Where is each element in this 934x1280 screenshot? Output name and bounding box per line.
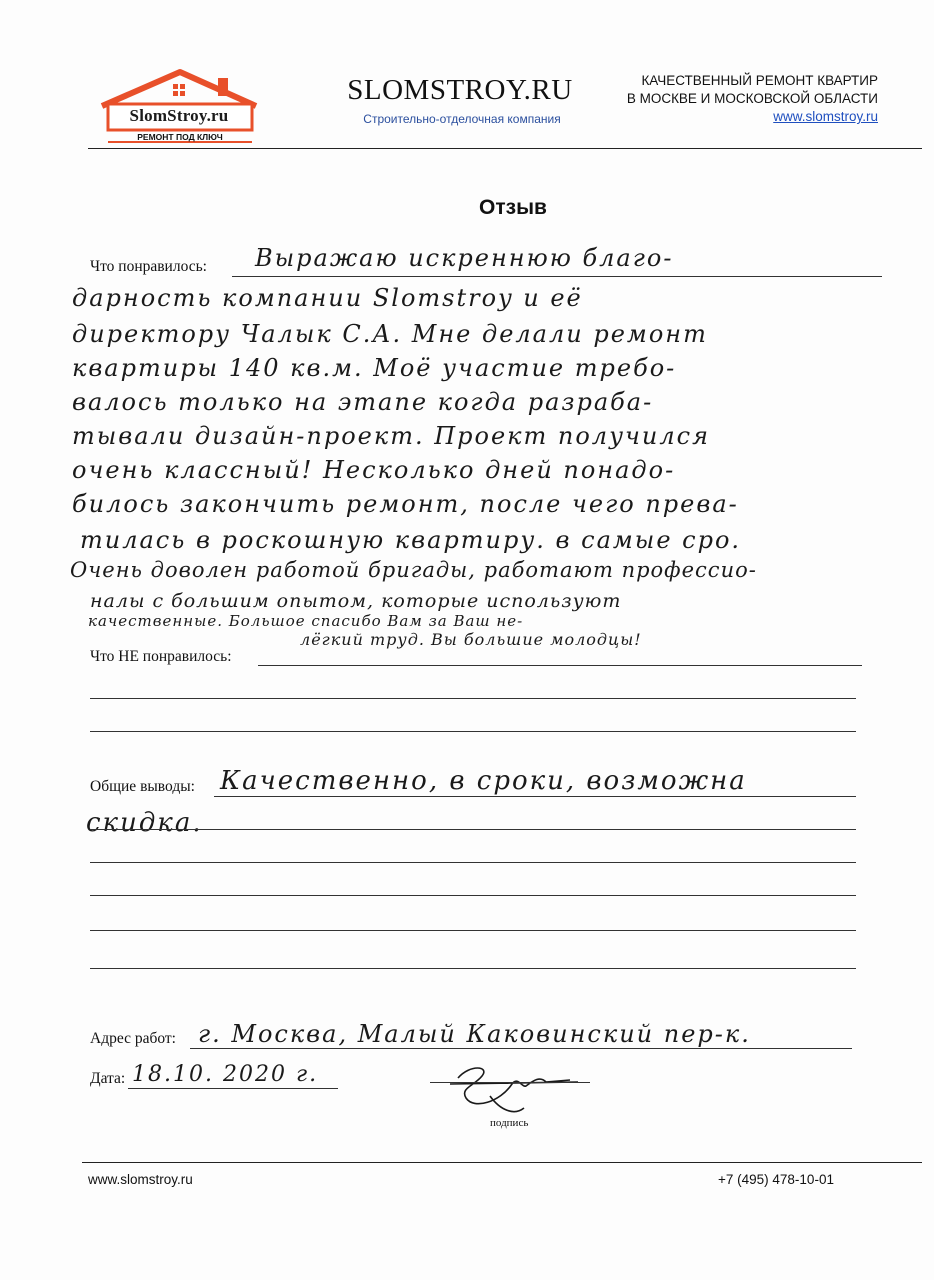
header-divider	[88, 148, 922, 149]
conclusions-text-line: Качественно, в сроки, возможна	[220, 766, 747, 796]
address-line	[190, 1048, 852, 1049]
footer-divider	[82, 1162, 922, 1163]
liked-text-line: Очень доволен работой бригады, работают профессио-	[70, 558, 757, 582]
logo-tagline: РЕМОНТ ПОД КЛЮЧ	[137, 132, 223, 142]
conclusions-label: Общие выводы:	[90, 778, 195, 795]
footer-website-link[interactable]: www.slomstroy.ru	[88, 1172, 193, 1187]
disliked-line	[258, 665, 862, 666]
header-website-link[interactable]: www.slomstroy.ru	[773, 109, 878, 124]
header-info	[600, 72, 878, 126]
liked-text-line: лёгкий труд. Вы большие молодцы!	[300, 630, 642, 649]
liked-text-line: очень классный! Несколько дней понадо-	[72, 456, 676, 484]
liked-text-line: качественные. Большое спасибо Вам за Ваш не-	[88, 612, 524, 630]
liked-text-line: Выражаю искреннюю благо-	[255, 244, 674, 272]
conclusions-text-line: скидка.	[86, 808, 203, 838]
page-title: Отзыв	[479, 196, 547, 219]
signature-line	[430, 1082, 590, 1083]
date-label: Дата:	[90, 1070, 126, 1087]
site-subtitle: Строительно-отделочная компания	[363, 112, 561, 126]
liked-text-line: директору Чалык С.А. Мне делали ремонт	[72, 320, 708, 348]
signature-label: подпись	[490, 1117, 529, 1129]
conclusions-line	[214, 796, 856, 797]
site-title: SLOMSTROY.RU	[347, 74, 573, 106]
disliked-label: Что НЕ понравилось:	[90, 648, 232, 665]
address-value: г. Москва, Малый Каковинский пер-к.	[198, 1020, 751, 1048]
liked-text-line: валось только на этапе когда разраба-	[72, 388, 654, 416]
conclusions-line	[90, 930, 856, 931]
footer-phone[interactable]: +7 (495) 478-10-01	[718, 1172, 834, 1187]
date-line	[128, 1088, 338, 1089]
liked-text-line: тилась в роскошную квартиру. в самые сро.	[80, 526, 742, 554]
conclusions-line	[90, 895, 856, 896]
date-value: 18.10. 2020 г.	[132, 1062, 319, 1087]
disliked-line	[90, 698, 856, 699]
company-logo	[100, 68, 260, 148]
liked-text-line: дарность компании Slomstroy и её	[72, 284, 583, 312]
liked-text-line: билось закончить ремонт, после чего прева-	[72, 490, 739, 518]
signature-scribble	[430, 1058, 600, 1124]
liked-text-line: налы с большим опытом, которые используют	[90, 590, 622, 612]
liked-line	[232, 276, 882, 277]
conclusions-line	[90, 968, 856, 969]
disliked-line	[90, 731, 856, 732]
liked-text-line: тывали дизайн-проект. Проект получился	[72, 422, 710, 450]
header-line-2: В МОСКВЕ И МОСКОВСКОЙ ОБЛАСТИ	[626, 91, 878, 106]
liked-text-line: квартиры 140 кв.м. Моё участие требо-	[72, 354, 677, 382]
liked-label: Что понравилось:	[90, 258, 207, 275]
conclusions-line	[90, 829, 856, 830]
header-line-1: КАЧЕСТВЕННЫЙ РЕМОНТ КВАРТИР	[641, 73, 878, 88]
logo-text: SlomStroy.ru	[129, 106, 229, 125]
conclusions-line	[90, 862, 856, 863]
address-label: Адрес работ:	[90, 1030, 176, 1047]
